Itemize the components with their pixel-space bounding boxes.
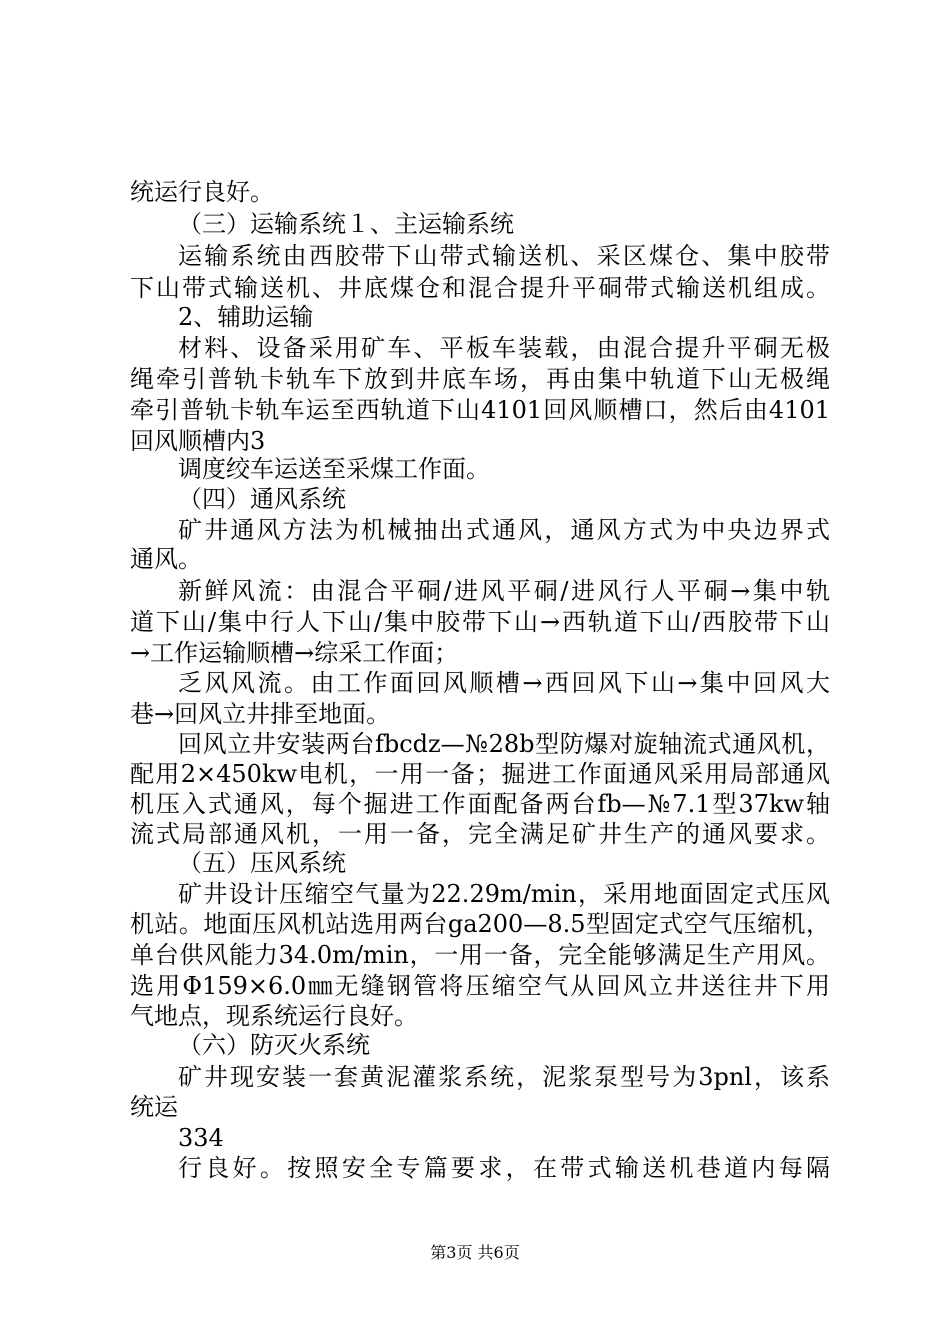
section-heading: （五）压风系统 (178, 849, 346, 877)
section-heading: 2、辅助运输 (178, 303, 314, 331)
text-line: 绳牵引普轨卡轨车下放到井底车场，再由集中轨道下山无极绳 (130, 365, 830, 393)
text-line: 材料、设备采用矿车、平板车装载，由混合提升平硐无极 (178, 334, 830, 362)
text-line: 新鲜风流：由混合平硐/进风平硐/进风行人平硐→集中轨 (178, 577, 830, 605)
text-line: 回风立井安装两台fbcdz—№28b型防爆对旋轴流式通风机， (178, 730, 830, 758)
page-footer: 第3页 共6页 (430, 1243, 520, 1262)
text-line: →工作运输顺槽→综采工作面； (130, 639, 459, 667)
page-number-inline: 334 (178, 1124, 224, 1152)
text-line: 配用2×450kw电机，一用一备；掘进工作面通风采用局部通风 (130, 760, 830, 788)
text-line: 下山带式输送机、井底煤仓和混合提升平硐带式输送机组成。 (130, 274, 830, 302)
text-line: 选用Φ159×6.0㎜无缝钢管将压缩空气从回风立井送往井下用 (130, 972, 830, 1000)
text-line: 调度绞车运送至采煤工作面。 (178, 455, 490, 483)
text-line: 乏风风流。由工作面回风顺槽→西回风下山→集中回风大 (178, 669, 830, 697)
section-heading: （三）运输系统１、主运输系统 (178, 210, 514, 238)
text-line: 回风顺槽内3 (130, 427, 266, 455)
text-line: 统运 (130, 1093, 178, 1121)
section-heading: （四）通风系统 (178, 485, 346, 513)
text-line: 道下山/集中行人下山/集中胶带下山→西轨道下山/西胶带下山 (130, 608, 830, 636)
text-line: 统运行良好。 (130, 178, 274, 206)
text-line: 机压入式通风，每个掘进工作面配备两台fb—№7.1型37kw轴 (130, 790, 830, 818)
text-line: 矿井通风方法为机械抽出式通风，通风方式为中央边界式 (178, 516, 830, 544)
text-line: 运输系统由西胶带下山带式输送机、采区煤仓、集中胶带 (178, 242, 830, 270)
section-heading: （六）防灭火系统 (178, 1031, 370, 1059)
text-line: 矿井现安装一套黄泥灌浆系统，泥浆泵型号为3pnl，该系 (178, 1063, 830, 1091)
text-line: 通风。 (130, 545, 202, 573)
text-line: 流式局部通风机，一用一备，完全满足矿井生产的通风要求。 (130, 820, 830, 848)
text-line: 行良好。按照安全专篇要求，在带式输送机巷道内每隔 (178, 1154, 830, 1182)
text-line: 机站。地面压风机站选用两台ga200—8.5型固定式空气压缩机， (130, 910, 830, 938)
text-line: 矿井设计压缩空气量为22.29m/min，采用地面固定式压风 (178, 880, 830, 908)
text-line: 单台供风能力34.0m/min，一用一备，完全能够满足生产用风。 (130, 941, 830, 969)
text-line: 牵引普轨卡轨车运至西轨道下山4101回风顺槽口，然后由4101 (130, 396, 830, 424)
text-line: 气地点，现系统运行良好。 (130, 1002, 418, 1030)
text-line: 巷→回风立井排至地面。 (130, 700, 391, 728)
